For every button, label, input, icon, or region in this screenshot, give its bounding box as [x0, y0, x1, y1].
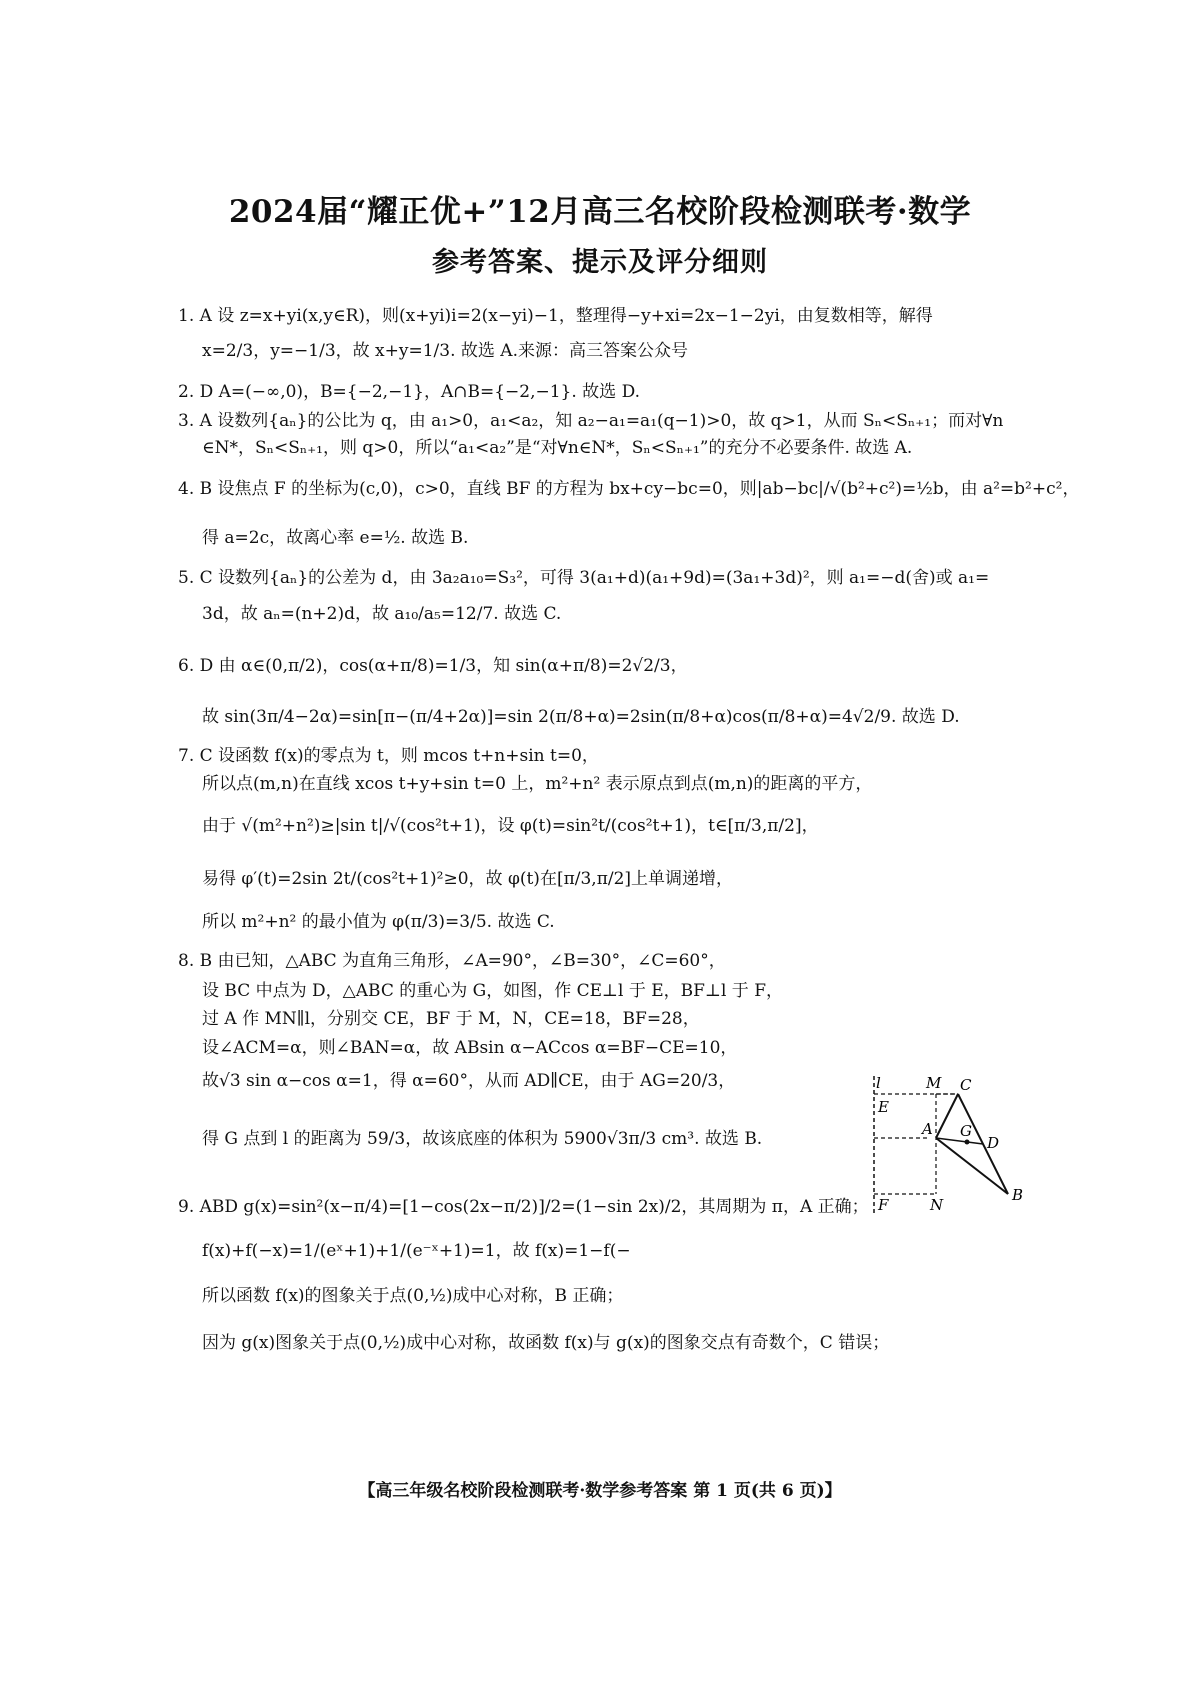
- label-b: B: [1012, 1186, 1024, 1204]
- answer-line: 设 BC 中点为 D，△ABC 的重心为 G，如图，作 CE⊥l 于 E，BF⊥l 于 F，: [202, 981, 783, 1001]
- label-c: C: [960, 1076, 972, 1094]
- answer-line: 5. C 设数列{aₙ}的公差为 d，由 3a₂a₁₀=S₃²，可得 3(a₁+d)(a₁+9d)=(3a₁+3d)²，则 a₁=−d(舍)或 a₁=: [178, 568, 990, 588]
- label-f: F: [878, 1196, 889, 1214]
- answer-line: 所以 m²+n² 的最小值为 φ(π/3)=3/5. 故选 C.: [202, 912, 555, 932]
- answer-line: 3d，故 aₙ=(n+2)d，故 a₁₀/a₅=12/7. 故选 C.: [202, 604, 562, 624]
- answer-line: 由于 √(m²+n²)≥|sin t|/√(cos²t+1)，设 φ(t)=sin²t/(cos²t+1)，t∈[π/3,π/2]，: [202, 816, 819, 836]
- label-m: M: [926, 1076, 942, 1092]
- answer-line: 4. B 设焦点 F 的坐标为(c,0)，c>0，直线 BF 的方程为 bx+cy−bc=0，则|ab−bc|/√(b²+c²)=½b，由 a²=b²+c²，: [178, 479, 1080, 499]
- answer-line: 1. A 设 z=x+yi(x,y∈R)，则(x+yi)i=2(x−yi)−1，整理得−y+xi=2x−1−2yi，由复数相等，解得: [178, 306, 933, 326]
- label-e: E: [878, 1098, 889, 1116]
- answer-line: 7. C 设函数 f(x)的零点为 t，则 mcos t+n+sin t=0，: [178, 746, 599, 766]
- label-d: D: [987, 1134, 1000, 1152]
- document-subtitle: 参考答案、提示及评分细则: [432, 247, 768, 278]
- answer-line: 易得 φ′(t)=2sin 2t/(cos²t+1)²≥0，故 φ(t)在[π/3,π/2]上单调递增，: [202, 869, 734, 889]
- answer-line: ∈N*，Sₙ<Sₙ₊₁，则 q>0，所以“a₁<a₂”是“对∀n∈N*，Sₙ<Sₙ₊₁”的充分不必要条件. 故选 A.: [202, 438, 913, 458]
- page-footer: 【高三年级名校阶段检测联考·数学参考答案 第 1 页(共 6 页)】: [358, 1481, 842, 1501]
- answer-line: 3. A 设数列{aₙ}的公比为 q，由 a₁>0，a₁<a₂，知 a₂−a₁=a₁(q−1)>0，故 q>1，从而 Sₙ<Sₙ₊₁；而对∀n: [178, 411, 1004, 431]
- label-a: A: [922, 1120, 933, 1138]
- answer-line: 故√3 sin α−cos α=1，得 α=60°，从而 AD∥CE，由于 AG=20/3，: [202, 1071, 736, 1091]
- answer-line: 6. D 由 α∈(0,π/2)，cos(α+π/8)=1/3，知 sin(α+π/8)=2√2/3，: [178, 656, 688, 676]
- answer-line: 所以点(m,n)在直线 xcos t+y+sin t=0 上，m²+n² 表示原点到点(m,n)的距离的平方，: [202, 774, 873, 794]
- document-title: 2024届“耀正优+”12月高三名校阶段检测联考·数学: [228, 194, 972, 230]
- answer-line: 过 A 作 MN∥l，分别交 CE，BF 于 M，N，CE=18，BF=28，: [202, 1009, 700, 1029]
- label-l: l: [876, 1076, 881, 1092]
- answer-line: 设∠ACM=α，则∠BAN=α，故 ABsin α−ACcos α=BF−CE=10，: [202, 1038, 738, 1058]
- answer-line: 得 G 点到 l 的距离为 59/3，故该底座的体积为 5900√3π/3 cm³. 故选 B.: [202, 1129, 763, 1149]
- point-g: [965, 1140, 970, 1145]
- answer-line: x=2/3，y=−1/3，故 x+y=1/3. 故选 A.来源：高三答案公众号: [202, 341, 688, 361]
- label-g: G: [960, 1122, 972, 1140]
- segment-ca: [936, 1094, 958, 1138]
- answer-line: f(x)+f(−x)=1/(eˣ+1)+1/(e⁻ˣ+1)=1，故 f(x)=1−f(−: [202, 1241, 631, 1261]
- answer-line: 因为 g(x)图象关于点(0,½)成中心对称，故函数 f(x)与 g(x)的图象交点有奇数个，C 错误；: [202, 1333, 890, 1353]
- answer-line: 所以函数 f(x)的图象关于点(0,½)成中心对称，B 正确；: [202, 1286, 624, 1306]
- answer-line: 2. D A=(−∞,0)，B={−2,−1}，A∩B={−2,−1}. 故选 D.: [178, 382, 641, 402]
- answer-line: 9. ABD g(x)=sin²(x−π/4)=[1−cos(2x−π/2)]/2=(1−sin 2x)/2，其周期为 π，A 正确；: [178, 1197, 869, 1217]
- label-n: N: [930, 1196, 944, 1214]
- answer-line: 得 a=2c，故离心率 e=½. 故选 B.: [202, 528, 469, 548]
- answer-line: 8. B 由已知，△ABC 为直角三角形，∠A=90°，∠B=30°，∠C=60°，: [178, 951, 726, 971]
- answer-line: 故 sin(3π/4−2α)=sin[π−(π/4+2α)]=sin 2(π/8+α)=2sin(π/8+α)cos(π/8+α)=4√2/9. 故选 D.: [202, 707, 960, 727]
- geometry-figure: [860, 1076, 1040, 1236]
